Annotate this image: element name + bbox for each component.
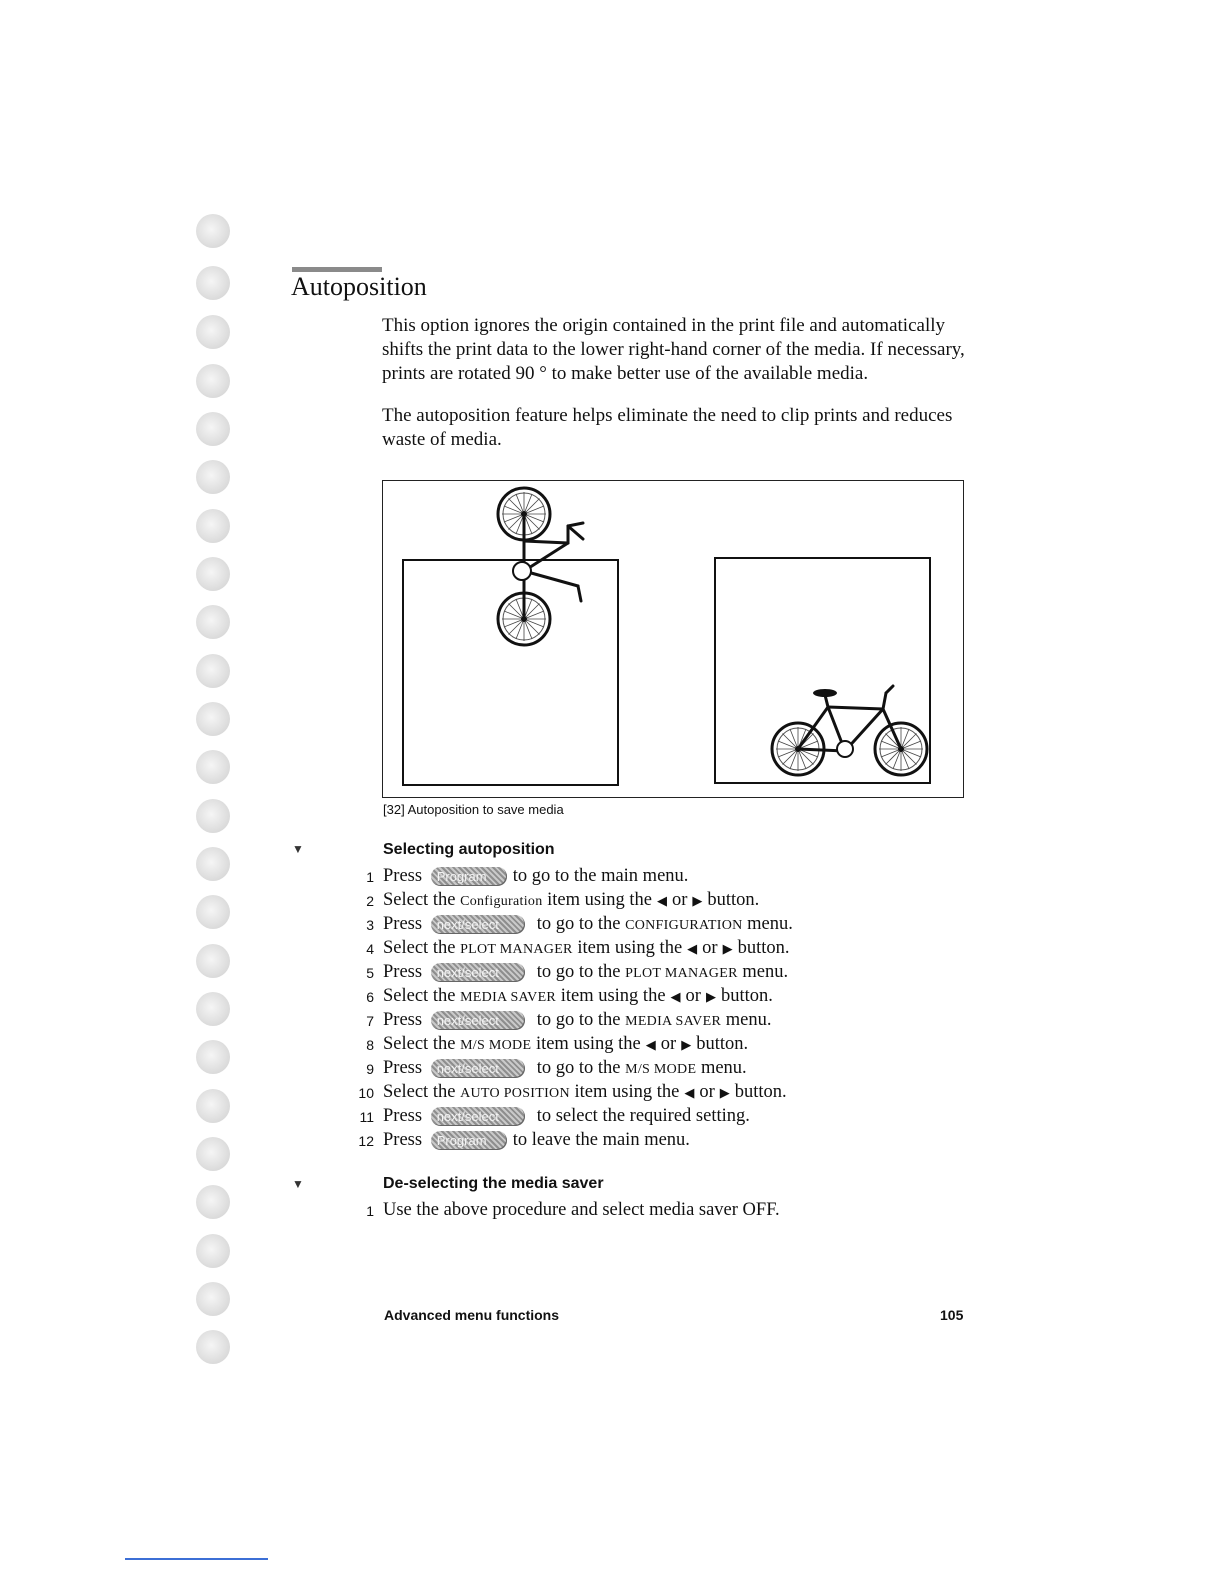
autoposition-illustration <box>383 481 965 799</box>
binder-hole <box>196 605 230 639</box>
binder-hole <box>196 750 230 784</box>
left-arrow-icon: ◀ <box>645 1037 656 1052</box>
selecting-steps <box>340 864 793 1152</box>
step-3: 3 Press next/select to go to the CONFIGURATION menu. <box>366 914 793 934</box>
selecting-heading: Selecting autoposition <box>383 841 555 858</box>
binder-hole <box>196 944 230 978</box>
binder-hole <box>196 799 230 833</box>
step-8: 8 Select the M/S MODE item using the ◀ or ▶ button. <box>366 1034 749 1054</box>
step-4: 4 Select the PLOT MANAGER item using the ◀ or ▶ button. <box>366 938 790 958</box>
binder-hole <box>196 1282 230 1316</box>
next-select-key: next/select <box>431 963 525 982</box>
left-arrow-icon: ◀ <box>684 1085 695 1100</box>
next-select-key: next/select <box>431 915 525 934</box>
procedure-marker-icon: ▼ <box>292 842 304 856</box>
deselecting-steps <box>340 1198 780 1222</box>
intro-paragraph: This option ignores the origin contained in the print file and automatically shifts the print data to the lower right-hand corner of the media. If necessary, prints are rotated 90 ° to make better use of the available media. <box>382 315 965 384</box>
deselecting-heading: De-selecting the media saver <box>383 1175 604 1192</box>
right-arrow-icon: ▶ <box>692 893 703 908</box>
binder-hole <box>196 1137 230 1171</box>
media-sheet-left <box>403 560 618 785</box>
left-arrow-icon: ◀ <box>687 941 698 956</box>
binder-hole <box>196 895 230 929</box>
binder-hole <box>196 412 230 446</box>
step-9: 9 Press next/select to go to the M/S MODE menu. <box>366 1058 747 1078</box>
bicycle-rotated-icon <box>498 488 583 645</box>
binder-hole <box>196 1040 230 1074</box>
binder-hole <box>196 847 230 881</box>
next-select-key: next/select <box>431 1059 525 1078</box>
program-key: Program <box>431 867 507 886</box>
binder-hole <box>196 266 230 300</box>
page-number: 105 <box>940 1307 964 1323</box>
section-title: Autoposition <box>291 272 427 301</box>
right-arrow-icon: ▶ <box>722 941 733 956</box>
binder-hole <box>196 364 230 398</box>
right-arrow-icon: ▶ <box>681 1037 692 1052</box>
autoposition-figure <box>382 480 964 798</box>
binder-hole <box>196 1330 230 1364</box>
step-1: 1 Press Program to go to the main menu. <box>366 866 689 886</box>
scan-edge-line <box>125 1558 268 1560</box>
binder-hole <box>196 315 230 349</box>
binder-hole <box>196 1234 230 1268</box>
right-arrow-icon: ▶ <box>705 989 716 1004</box>
feature-paragraph: The autoposition feature helps eliminate the need to clip prints and reduces waste of media. <box>382 405 953 450</box>
figure-caption: [32] Autoposition to save media <box>383 802 564 817</box>
right-arrow-icon: ▶ <box>719 1085 730 1100</box>
binder-hole <box>196 1185 230 1219</box>
step-7: 7 Press next/select to go to the MEDIA SAVER menu. <box>366 1010 772 1030</box>
binder-hole <box>196 702 230 736</box>
left-arrow-icon: ◀ <box>656 893 667 908</box>
binder-hole <box>196 1089 230 1123</box>
left-arrow-icon: ◀ <box>670 989 681 1004</box>
step-5: 5 Press next/select to go to the PLOT MANAGER menu. <box>366 962 789 982</box>
binder-hole <box>196 992 230 1026</box>
next-select-key: next/select <box>431 1011 525 1030</box>
step-10: 10 Select the AUTO POSITION item using the ◀ or ▶ button. <box>358 1082 787 1102</box>
binder-hole <box>196 460 230 494</box>
footer-chapter: Advanced menu functions <box>384 1307 560 1323</box>
step-11: 11 Press next/select to select the required setting. <box>359 1106 750 1126</box>
step-6: 6 Select the MEDIA SAVER item using the ◀ or ▶ button. <box>366 986 773 1006</box>
next-select-key: next/select <box>431 1107 525 1126</box>
bicycle-autoposition-icon <box>772 686 927 775</box>
procedure-marker-icon: ▼ <box>292 1177 304 1191</box>
binder-hole <box>196 557 230 591</box>
binder-hole <box>196 509 230 543</box>
step-12: 12 Press Program to leave the main menu. <box>358 1130 690 1150</box>
deselect-step-1: 1 Use the above procedure and select media saver OFF. <box>366 1200 780 1220</box>
binder-hole <box>196 214 230 248</box>
step-2: 2 Select the Configuration item using the ◀ or ▶ button. <box>366 890 760 910</box>
binder-hole <box>196 654 230 688</box>
program-key: Program <box>431 1131 507 1150</box>
